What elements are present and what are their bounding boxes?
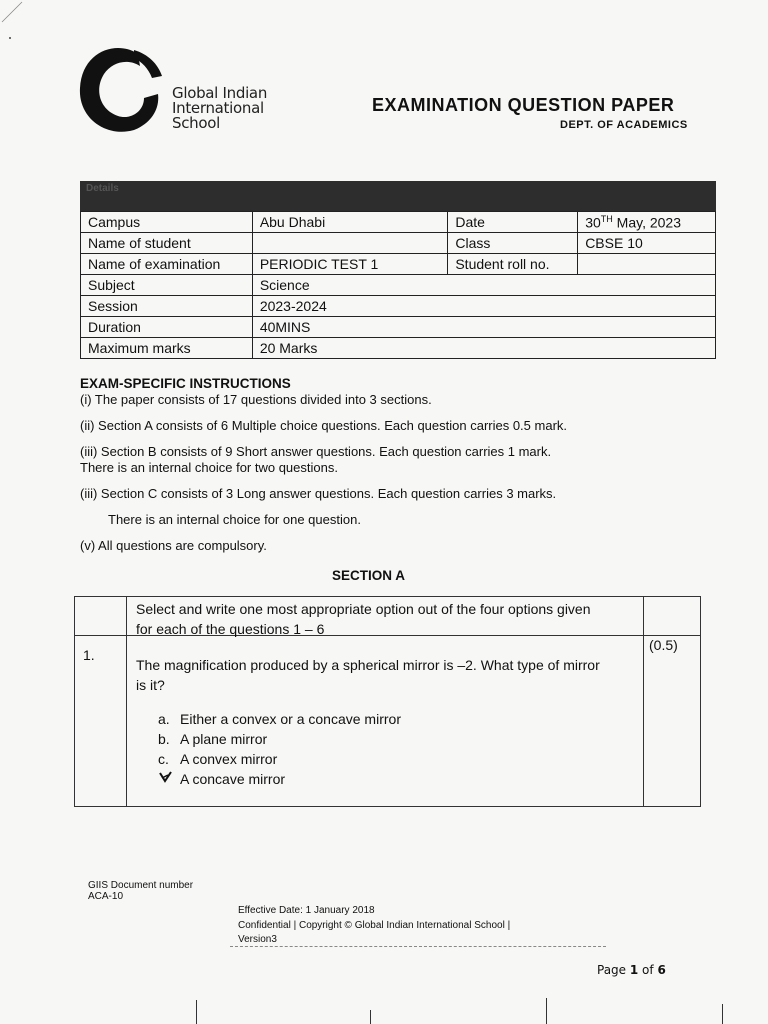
school-logo-icon xyxy=(78,46,164,136)
row-value: 2023-2024 xyxy=(252,296,715,317)
scan-mark xyxy=(0,0,30,40)
row-label: Name of student xyxy=(81,233,253,254)
scan-edge-mark xyxy=(722,1004,723,1024)
document-number: GIIS Document number ACA-10 xyxy=(88,880,194,902)
row-value: 40MINS xyxy=(252,317,715,338)
document-title: EXAMINATION QUESTION PAPER xyxy=(372,95,675,115)
option-b: b. A plane mirror xyxy=(158,731,268,747)
row-label: Subject xyxy=(81,275,253,296)
page-number: Page 1 of 6 xyxy=(597,963,666,977)
instruction-item: (ii) Section A consists of 6 Multiple choice questions. Each question carries 0.5 mark. xyxy=(80,418,568,433)
roll-number-field[interactable] xyxy=(578,254,716,275)
table-row xyxy=(81,296,716,317)
details-header: Details xyxy=(80,181,716,211)
row-value: CBSE 10 xyxy=(578,233,716,254)
row-label: Student roll no. xyxy=(448,254,578,275)
table-row xyxy=(81,233,716,254)
version-label: Version3 xyxy=(238,934,277,945)
department-label: DEPT. OF ACADEMICS xyxy=(560,119,688,131)
exam-instructions xyxy=(80,376,720,554)
row-value: Abu Dhabi xyxy=(252,212,448,233)
scan-edge-mark xyxy=(370,1010,371,1024)
footer-divider xyxy=(230,946,606,947)
row-label: Duration xyxy=(81,317,253,338)
question-text: The magnification produced by a spherical mirror is –2. What type of mirror is it? xyxy=(136,657,600,693)
scan-edge-mark xyxy=(196,1000,197,1024)
option-d: A concave mirror xyxy=(158,769,401,789)
copyright-line: Confidential | Copyright © Global Indian International School | xyxy=(238,920,511,931)
instructions-heading: EXAM-SPECIFIC INSTRUCTIONS xyxy=(80,376,291,391)
instruction-item: (iii) Section B consists of 9 Short answer questions. Each question carries 1 mark. xyxy=(80,444,552,459)
table-row xyxy=(81,338,716,359)
table-row xyxy=(81,212,716,233)
section-intro: Select and write one most appropriate option out of the four options given for each of the questions 1 – 6 xyxy=(136,601,591,637)
row-label: Maximum marks xyxy=(81,338,253,359)
table-row xyxy=(81,275,716,296)
scan-edge-mark xyxy=(546,998,547,1024)
date-value: 30TH May, 2023 xyxy=(578,212,716,233)
school-name: Global Indian International School xyxy=(172,84,268,132)
row-label: Date xyxy=(448,212,578,233)
table-row xyxy=(81,254,716,275)
row-value: 20 Marks xyxy=(252,338,715,359)
row-label: Session xyxy=(81,296,253,317)
option-c: c. A convex mirror xyxy=(158,751,278,767)
row-label: Class xyxy=(448,233,578,254)
option-a: a. Either a convex or a concave mirror xyxy=(158,711,401,727)
instruction-item: (i) The paper consists of 17 questions divided into 3 sections. xyxy=(80,392,432,407)
section-a-heading: SECTION A xyxy=(332,568,406,583)
row-value: Science xyxy=(252,275,715,296)
question-table xyxy=(74,596,701,807)
instruction-item: (iii) Section C consists of 3 Long answer questions. Each question carries 3 marks. xyxy=(80,486,557,501)
details-table xyxy=(80,181,716,359)
tick-mark-icon xyxy=(158,769,180,789)
instruction-item: (v) All questions are compulsory. xyxy=(80,538,267,553)
row-label: Name of examination xyxy=(81,254,253,275)
question-number: 1. xyxy=(83,647,95,663)
instruction-item: There is an internal choice for two questions. xyxy=(80,460,338,475)
instruction-item: There is an internal choice for one question. xyxy=(108,512,361,527)
row-value: PERIODIC TEST 1 xyxy=(252,254,448,275)
question-marks: (0.5) xyxy=(649,637,678,653)
options-list xyxy=(158,709,401,789)
student-name-field[interactable] xyxy=(252,233,448,254)
row-label: Campus xyxy=(81,212,253,233)
table-row xyxy=(81,317,716,338)
effective-date: Effective Date: 1 January 2018 xyxy=(238,905,375,916)
